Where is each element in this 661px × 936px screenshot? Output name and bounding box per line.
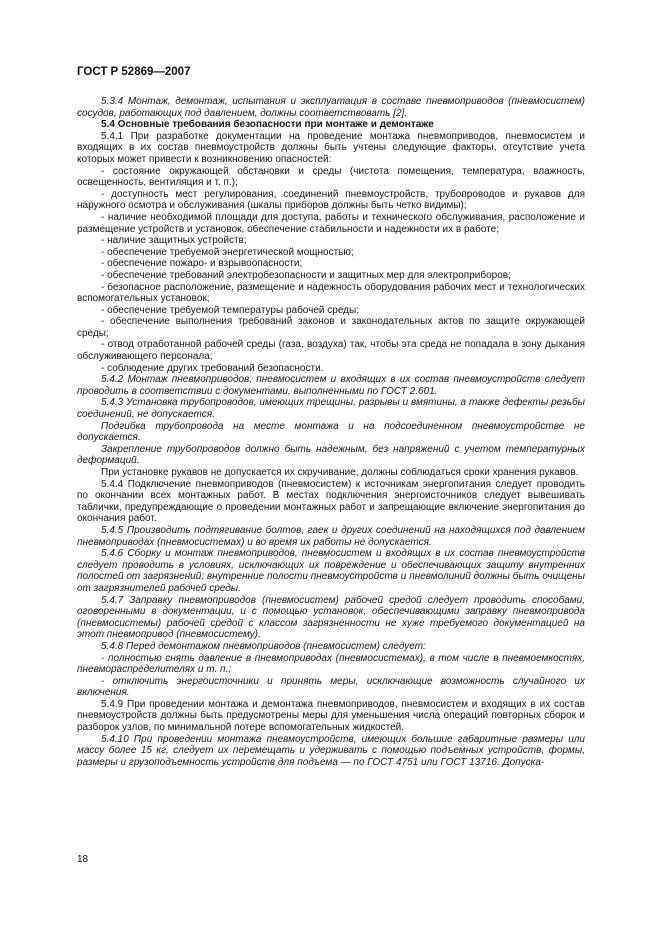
- paragraph: При установке рукавов не допускается их скручивание, должны соблюдаться сроки хранения рукавов.: [101, 467, 579, 478]
- paragraph-5-4-8: 5.4.8 Перед демонтажом пневмоприводов (пневмосистем) следует:: [101, 640, 426, 652]
- paragraph-5-3-4: 5.3.4 Монтаж, демонтаж, испытания и эксплуатация в составе пневмоприводов (пневмосистем) сосудов, работающих под давлением, должны соответствовать [2].: [77, 96, 585, 119]
- list-item: - отключить энергоисточники и принять меры, исключающие возможность случайного их включения.: [77, 675, 585, 699]
- paragraph-5-4-7: 5.4.7 Заправку пневмоприводов (пневмосистем) рабочей средой следует проводить способами, оговоренными в документации, и с помощью установок, обеспечивающими заправку пневмопривода (пневмосистемы) рабочей средой с классом загрязненности не хуже требуемого документацией на этот пневмопривод (пневмосистему).: [77, 594, 585, 641]
- list-item: - безопасное расположение, размещение и надежность оборудования рабочих мест и технологических вспомогательных установок;: [77, 281, 585, 305]
- paragraph-5-4-5: 5.4.5 Производить подтягивание болтов, гаек и других соединений на находящихся под давлением пневмоприводах (пневмосистемах) и во время их работы не допускается.: [77, 524, 585, 548]
- list-item: - наличие необходимой площади для доступа, работы и технического обслуживания, расположение и размещение устройств и установок, обеспечение стабильности и надежности их в работе;: [77, 211, 585, 235]
- list-item: - наличие защитных устройств;: [101, 235, 247, 247]
- page-number: 18: [77, 854, 89, 865]
- section-heading-5-4: 5.4 Основные требования безопасности при монтаже и демонтаже: [101, 119, 434, 131]
- list-item: - отвод отработанной рабочей среды (газа, воздуха) так, чтобы эта среда не попадала в зону дыхания обслуживающего персонала;: [77, 339, 585, 363]
- paragraph-5-4-6: 5.4.6 Сборку и монтаж пневмоприводов, пневмосистем и входящих в их состав пневмоустройств следует проводить в условиях, исключающих их повреждение и обеспечивающих защиту внутренних полостей от загрязнений; внутренние полости пневмоустройств и пневмолиний должны быть очищены от загрязнителей рабочей среды.: [77, 548, 585, 594]
- list-item: - обеспечение требований электробезопасности и защитных мер для электроприборов;: [101, 269, 511, 281]
- paragraph-5-4-9: 5.4.9 При проведении монтажа и демонтажа пневмоприводов, пневмосистем и входящих в их состав пневмоустройств должны быть предусмотрены меры для уменьшения числа операций повторных сборок и разборок узлов, по минимальной потере вспомогательных жидкостей.: [77, 698, 585, 734]
- paragraph: Подгибка трубопровода на месте монтажа и на подсоединенном пневмоустройстве не допускается.: [77, 420, 585, 444]
- list-item: - обеспечение требуемой температуры рабочей среды;: [101, 304, 359, 316]
- list-item: - обеспечение пожаро- и взрывоопасности;: [101, 258, 303, 270]
- list-item: - соблюдение других требований безопасности.: [101, 362, 324, 374]
- list-item: - состояние окружающей обстановки и среды (чистота помещения, температура, влажность, освещенность, вентиляция и т. п.);: [77, 165, 585, 189]
- paragraph-5-4-10: 5.4.10 При проведении монтажа пневмоустройств, имеющих большие габаритные размеры или массу более 15 кг, следует их перемещать и удерживать с помощью подъемных устройств, формы, размеры и грузоподъемность устройств для подъема — по ГОСТ 4751 или ГОСТ 13716. Допуска-: [77, 733, 585, 768]
- document-header: ГОСТ Р 52869—2007: [77, 66, 191, 78]
- paragraph-5-4-1: 5.4.1 При разработке документации на проведение монтажа пневмоприводов, пневмосистем и входящих в их состав пневмоустройств должны быть учтены следующие факторы, отсутствие учета которых может привести к возникновению опасностей:: [77, 130, 585, 165]
- list-item: - обеспечение выполнения требований законов и законодательных актов по защите окружающей среды;: [77, 316, 585, 339]
- paragraph-5-4-2: 5.4.2 Монтаж пневмоприводов, пневмосистем и входящих в их состав пневмоустройств следует проводить в соответствии с документами, выполненными по ГОСТ 2.601.: [77, 374, 585, 397]
- list-item: - обеспечение требуемой энергетической мощностью;: [101, 246, 354, 258]
- paragraph-5-4-4: 5.4.4 Подключение пневмоприводов (пневмосистем) к источникам энергопитания следует проводить по окончании всех монтажных работ. В местах подключения энергоисточников следует вывешивать таблички, предупреждающие о проведении монтажных работ и запрещающие включение энергопитания до окончания работ.: [77, 478, 585, 525]
- list-item: - полностью снять давление в пневмоприводах (пневмосистемах), в том числе в пневмоемкостях, пневмораспределителях и т. п.;: [77, 652, 585, 676]
- paragraph: Закрепление трубопроводов должно быть надежным, без напряжений с учетом температурных деформаций.: [77, 443, 585, 467]
- paragraph-5-4-3: 5.4.3 Установка трубопроводов, имеющих трещины, разрывы и вмятины, а также дефекты резьбы соединений, не допускается.: [77, 397, 585, 421]
- document-body: [77, 96, 585, 768]
- list-item: - доступность мест регулирования, соединений пневмоустройств, трубопроводов и рукавов для наружного осмотра и обслуживания (шкалы приборов должны быть четко видимы);: [77, 188, 585, 212]
